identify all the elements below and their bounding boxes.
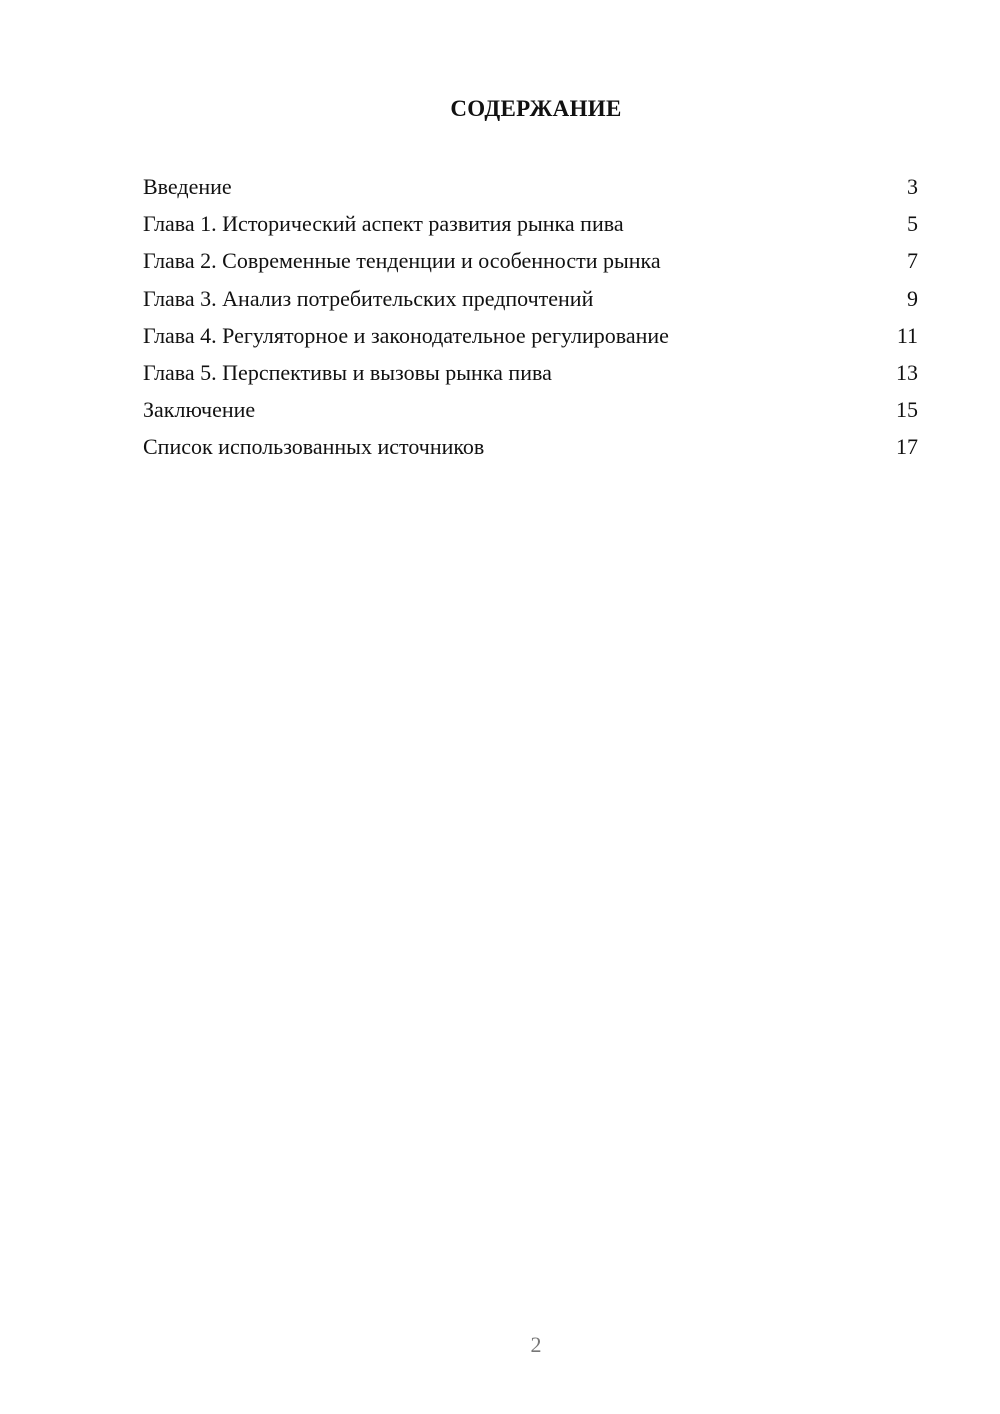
toc-entry-chapter-1	[143, 205, 918, 242]
toc-entry-label: Глава 2. Современные тенденции и особенности рынка	[143, 248, 661, 274]
toc-entry-conclusion	[143, 391, 918, 428]
table-of-contents	[143, 168, 918, 466]
toc-entry-label: Заключение	[143, 397, 256, 423]
toc-entry-page: 9	[907, 285, 918, 311]
toc-entry-label: Глава 4. Регуляторное и законодательное регулирование	[143, 322, 669, 348]
toc-entry-page: 5	[907, 211, 918, 237]
toc-entry-chapter-5	[143, 354, 918, 391]
toc-entry-chapter-2	[143, 242, 918, 279]
toc-entry-label: Введение	[143, 174, 232, 199]
toc-entry-page: 3	[907, 174, 918, 199]
page-number: 2	[530, 1332, 542, 1357]
toc-entry-references	[143, 428, 918, 465]
toc-entry-page: 7	[907, 248, 918, 274]
toc-entry-label: Глава 3. Анализ потребительских предпочтений	[143, 285, 594, 311]
toc-entry-label: Глава 5. Перспективы и вызовы рынка пива	[143, 359, 552, 385]
toc-entry-chapter-3	[143, 280, 918, 317]
toc-entry-introduction	[143, 168, 918, 205]
toc-entry-label: Глава 1. Исторический аспект развития рынка пива	[143, 211, 624, 237]
toc-entry-page: 11	[896, 322, 918, 348]
toc-entry-label: Список использованных источников	[143, 434, 485, 460]
toc-entry-page: 13	[896, 359, 918, 385]
toc-entry-page: 15	[896, 397, 918, 423]
toc-heading: СОДЕРЖАНИЕ	[450, 96, 622, 121]
toc-entry-chapter-4	[143, 317, 918, 354]
toc-entry-page: 17	[896, 434, 918, 460]
